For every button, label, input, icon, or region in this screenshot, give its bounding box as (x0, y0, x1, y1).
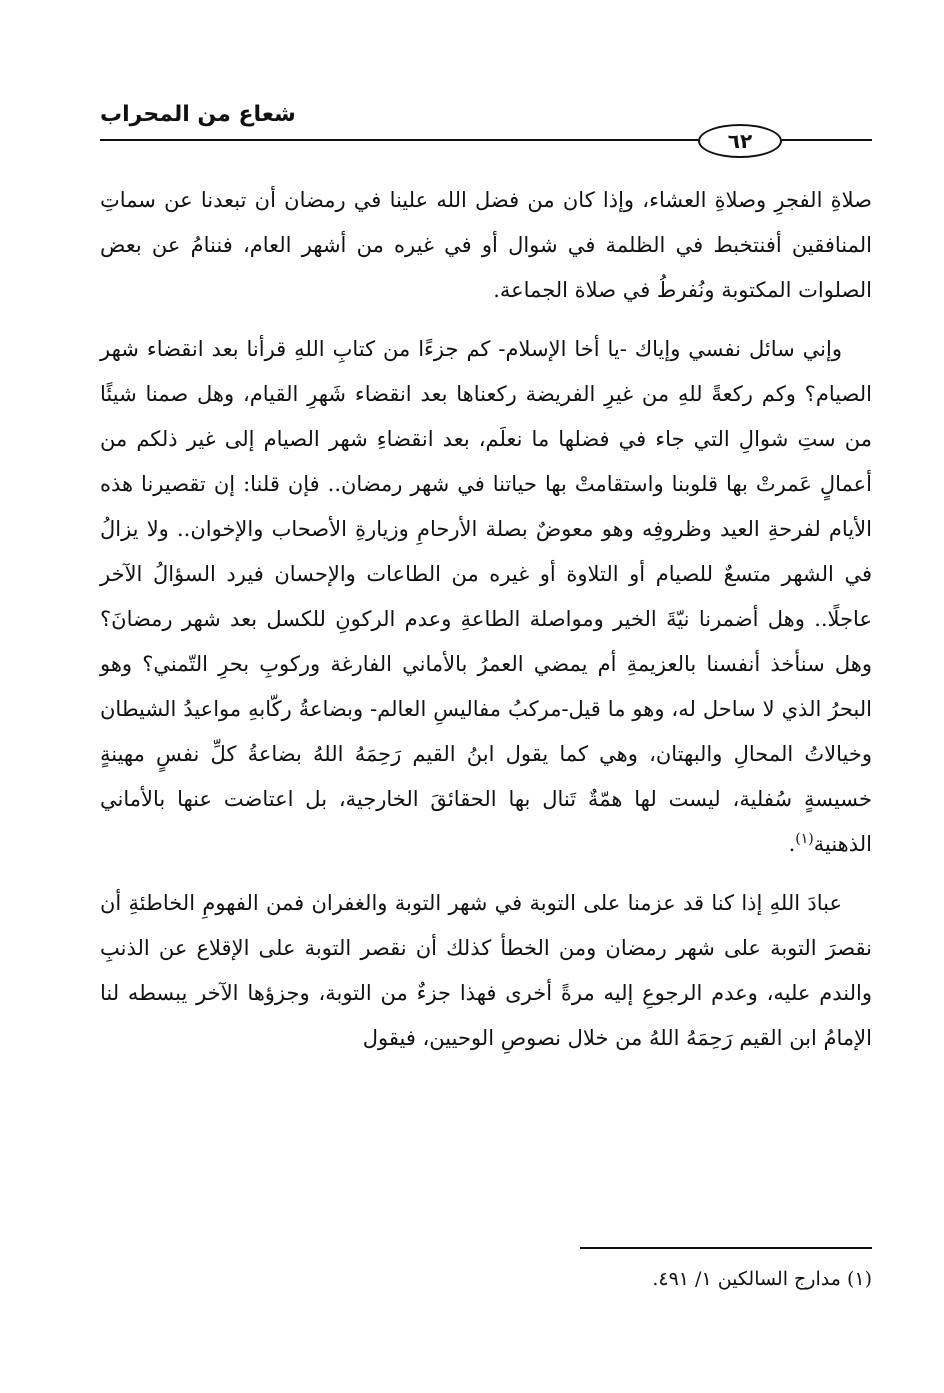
paragraph-2-end: . (788, 832, 796, 856)
paragraph-2 (100, 327, 872, 867)
header-rule (100, 139, 698, 141)
footnote: (١) مدارج السالكين ١/ ٤٩١. (652, 1268, 872, 1290)
footnote-rule (580, 1247, 872, 1249)
paragraph-2-text: وإني سائل نفسي وإياك -يا أخا الإسلام- كم جزءًا من كتابِ اللهِ قرأنا بعد انقضاء شهر الصيام؟ وكم ركعةً للهِ من غيرِ الفريضة ركعناها بعد انقضاء شَهرِ القيام، وهل صمنا شيئًا من ستِ شوالِ التي جاء في فضلها ما نعلَم، بعد انقضاءِ شهر الصيام إلى غير ذلكم من أعمالٍ عَمرتْ بها قلوبنا واستقامتْ بها حياتنا في شهر رمضان.. فإن قلنا: إن تقصيرنا هذه الأيام لفرحةِ العيد وظروفِه وهو معوضٌ بصلة الأرحامِ وزيارةِ الأصحاب والإخوان.. ولا يزالُ في الشهر متسعٌ للصيام أو التلاوة أو غيره من الطاعات والإحسان فيرد السؤالُ الآخر عاجلًا.. وهل أضمرنا نيّةَ الخير ومواصلة الطاعةِ وعدم الركونِ للكسل بعد شهر رمضانَ؟ وهل سنأخذ أنفسنا بالعزيمةِ أم يمضي العمرُ بالأماني الفارغة وركوبِ بحرِ التّمني؟ وهو البحرُ الذي لا ساحل له، وهو ما قيل-مركبُ مفاليسِ العالم- وبضاعةُ ركّابهِ مواعيدُ الشيطان وخيالاتُ المحالِ والبهتان، وهي كما يقول ابنُ القيم رَحِمَهُ اللهُ بضاعةُ كلِّ نفسٍ مهينةٍ خسيسةٍ سُفلية، ليست لها همّةٌ تَنال بها الحقائقَ الخارجية، بل اعتاضت عنها بالأماني الذهنية (100, 337, 872, 856)
header-rule-right (782, 139, 872, 141)
body-text (100, 178, 872, 1061)
paragraph-1: صلاةِ الفجرِ وصلاةِ العشاء، وإذا كان من فضل الله علينا في رمضان أن تبعدنا عن سماتِ المنافقين أفنتخبط في الظلمة في شوال أو في غيره من أشهر العام، فننامُ عن بعض الصلوات المكتوبة ونُفرطُ في صلاة الجماعة. (100, 188, 872, 302)
footnote-marker: (١) (795, 831, 814, 847)
page-number: ٦٢ (698, 124, 782, 158)
book-title: شعاع من المحراب (100, 102, 296, 127)
paragraph-3: عبادَ اللهِ إذا كنا قد عزمنا على التوبة في شهر التوبة والغفران فمن الفهومِ الخاطئةِ أن نقصرَ التوبة على شهر رمضان ومن الخطأ كذلك أن نقصر التوبة على الإقلاع عن الذنبِ والندم عليه، وعدم الرجوعِ إليه مرةً أخرى فهذا جزءٌ من التوبة، وجزؤها الآخر يبسطه لنا الإمامُ ابن القيم رَحِمَهُ اللهُ من خلال نصوصِ الوحيين، فيقول (100, 891, 872, 1050)
